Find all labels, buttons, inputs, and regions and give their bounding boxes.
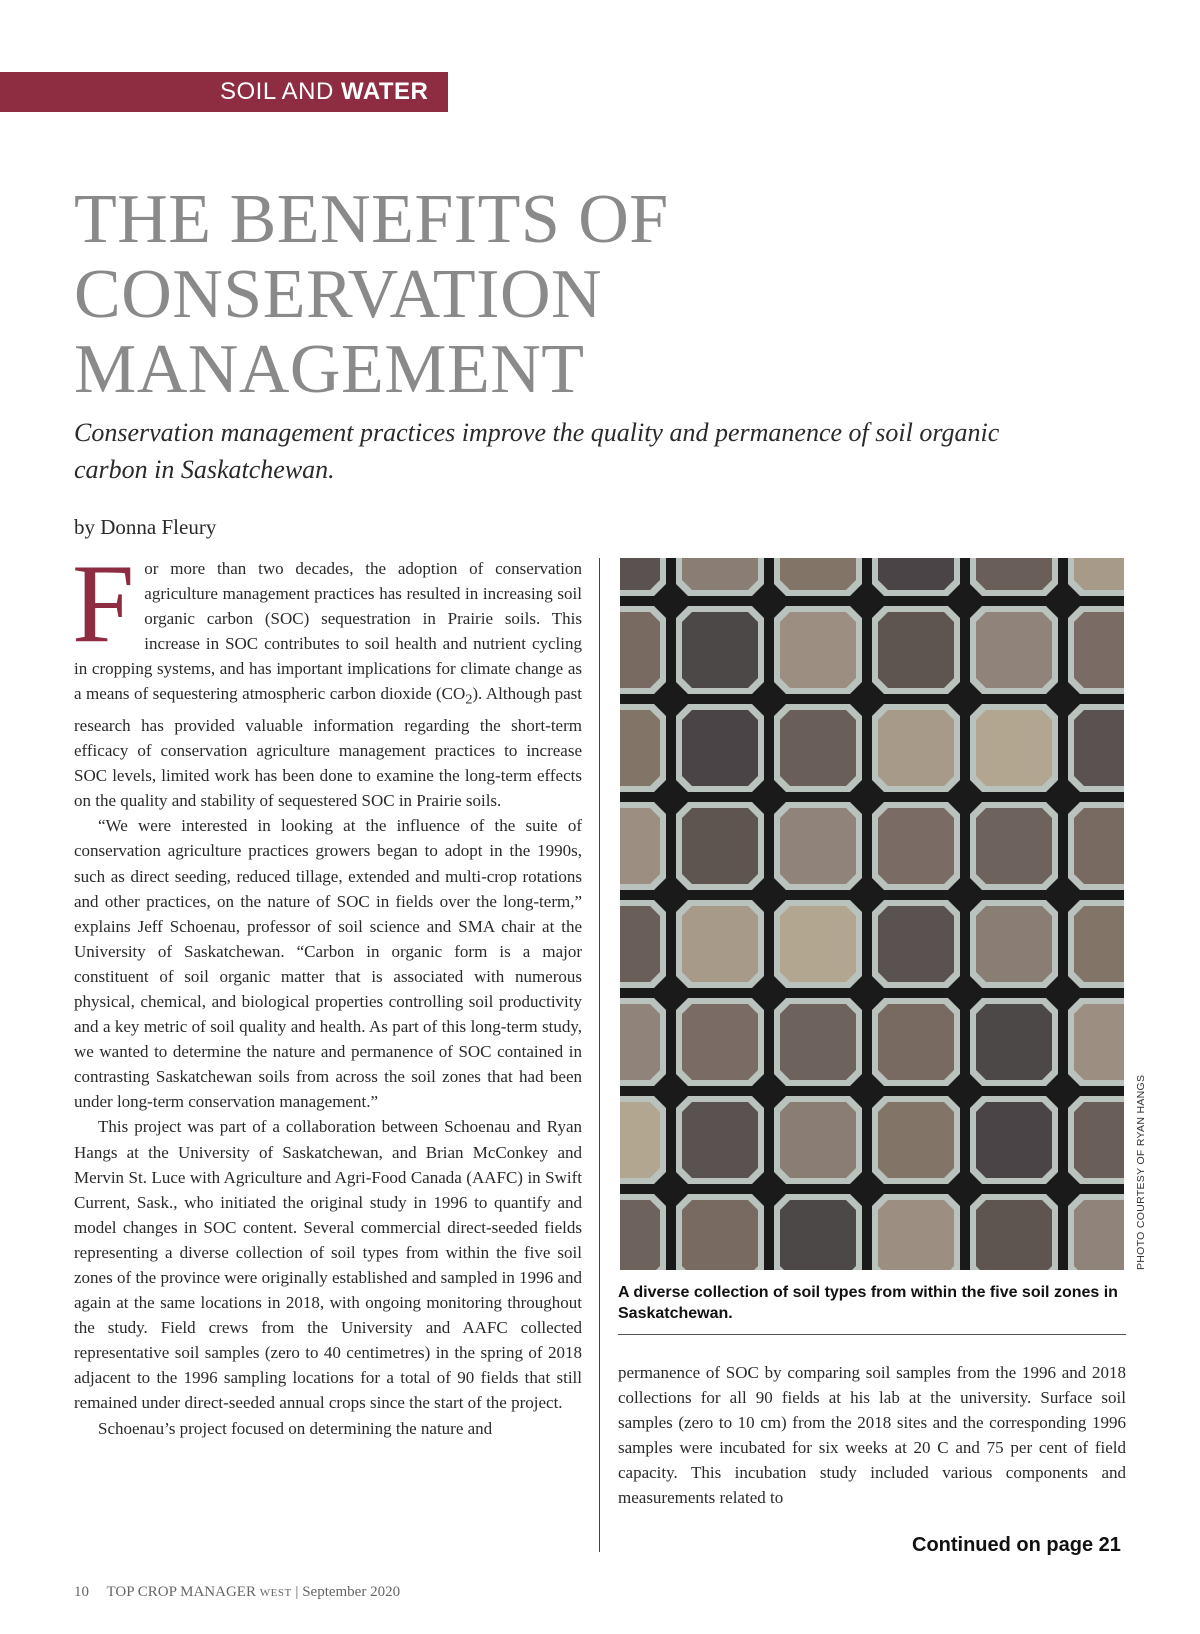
section-tag-light: SOIL AND [220, 78, 334, 105]
soil-sample [780, 906, 856, 982]
soil-sample [1074, 1200, 1124, 1270]
soil-sample [1074, 612, 1124, 688]
photo-credit-text: PHOTO COURTESY OF RYAN HANGS [1135, 1074, 1147, 1270]
soil-sample [878, 808, 954, 884]
soil-sample [780, 1200, 856, 1270]
paragraph-1 [72, 542, 582, 813]
soil-sample [976, 906, 1052, 982]
soil-sample [780, 710, 856, 786]
co2-subscript: 2 [465, 691, 473, 708]
soil-sample [620, 710, 660, 786]
column-divider [599, 558, 600, 1552]
caption-rule [618, 1334, 1126, 1335]
soil-sample [780, 808, 856, 884]
soil-sample [682, 612, 758, 688]
soil-sample [682, 1102, 758, 1178]
byline: by Donna Fleury [74, 515, 217, 539]
soil-sample [682, 558, 758, 590]
soil-sample [620, 1004, 660, 1080]
soil-sample [976, 1102, 1052, 1178]
magazine-name: TOP CROP MANAGER [106, 1584, 256, 1600]
paragraph-2: “We were interested in looking at the influence of the suite of conservation agriculture practices growers began to adopt in the 1990s, such as direct seeding, reduced tillage, extended and multi-crop rotations and other practices, on the nature of SOC in fields over the long-term,” explains Jeff Schoenau, professor of soil science and SMA chair at the University of Saskatchewan. “Carbon in organic form is a major constituent of soil organic matter that is associated with numerous physical, chemical, and biological properties controlling soil productivity and a key metric of soil quality and health. As part of this long-term study, we wanted to determine the nature and permanence of SOC contained in contrasting Saskatchewan soils from across the soil zones that had been under long-term conservation management.” [74, 816, 582, 1112]
paragraph-1-text-a: or more than two decades, the adoption of conservation agriculture management practices has resulted in increasing soil organic carbon (SOC) sequestration in Prairie soils. This increase in SOC contributes to soil health and nutrient cycling in cropping systems, and has important implications for climate change as a means of sequestering atmospheric carbon dioxide (CO [74, 559, 582, 704]
photo-caption: A diverse collection of soil types from within the five soil zones in Saskatchewan. [618, 1284, 1118, 1322]
soil-sample [976, 612, 1052, 688]
section-tag [0, 72, 448, 112]
soil-sample [878, 1200, 954, 1270]
soil-sample [682, 808, 758, 884]
soil-sample [976, 1200, 1052, 1270]
soil-sample [620, 558, 660, 590]
soil-sample [780, 1102, 856, 1178]
soil-sample [976, 558, 1052, 590]
soil-sample [620, 612, 660, 688]
soil-sample [878, 710, 954, 786]
soil-sample [976, 808, 1052, 884]
soil-sample [1074, 1102, 1124, 1178]
soil-sample [620, 1102, 660, 1178]
magazine-edition: WEST [259, 1587, 292, 1599]
soil-sample [620, 906, 660, 982]
drop-cap: F [72, 542, 135, 666]
soil-sample [682, 906, 758, 982]
soil-sample [682, 710, 758, 786]
soil-sample [780, 612, 856, 688]
page-number: 10 [74, 1584, 89, 1600]
deck: Conservation management practices improve the quality and permanence of soil organic carbon in Saskatchewan. [74, 418, 1000, 484]
continued-note: Continued on page 21 [912, 1534, 1121, 1556]
soil-sample [1074, 1004, 1124, 1080]
soil-sample [878, 612, 954, 688]
soil-sample [780, 1004, 856, 1080]
article-left-column [72, 542, 582, 1441]
article-right-column [618, 1360, 1126, 1511]
page-footer [74, 1584, 400, 1601]
soil-sample [620, 1200, 660, 1270]
headline: THE BENEFITS OF CONSERVATION MANAGEMENT [74, 181, 669, 408]
footer-separator: | [295, 1584, 299, 1600]
soil-sample [1074, 558, 1124, 590]
section-tag-bold: WATER [341, 78, 429, 105]
soil-sample [682, 1200, 758, 1270]
soil-sample [878, 558, 954, 590]
soil-sample [976, 1004, 1052, 1080]
soil-sample [620, 808, 660, 884]
soil-grid-illustration [620, 558, 1124, 1270]
soil-sample [1074, 808, 1124, 884]
soil-sample [878, 906, 954, 982]
issue-date: September 2020 [302, 1584, 401, 1600]
paragraph-4: Schoenau’s project focused on determining the nature and [98, 1418, 493, 1438]
soil-sample [878, 1102, 954, 1178]
soil-sample [1074, 906, 1124, 982]
soil-sample [976, 710, 1052, 786]
paragraph-3: This project was part of a collaboration between Schoenau and Ryan Hangs at the University of Saskatchewan, and Brian McConkey and Mervin St. Luce with Agriculture and Agri-Food Canada (AAFC) in Swift Current, Sask., who initiated the original study in 1996 to quantify and model changes in SOC content. Several commercial direct-seeded fields representing a diverse collection of soil types from within the five soil zones of the province were originally established and sampled in 1996 and again at the same locations in 2018, with ongoing monitoring throughout the study. Field crews from the University and AAFC collected representative soil samples (zero to 40 centimetres) in the spring of 2018 adjacent to the 1996 sampling locations for a total of 90 fields that still remained under direct-seeded annual crops since the start of the project. [74, 1117, 582, 1413]
soil-samples-photo [620, 558, 1124, 1270]
soil-sample [780, 558, 856, 590]
soil-sample [1074, 710, 1124, 786]
paragraph-1-text-b: ). Although past research has provided valuable information regarding the short-term efficacy of conservation agriculture management practices to increase SOC levels, limited work has been done to examine the long-term effects on the quality and stability of sequestered SOC in Prairie soils. [74, 684, 582, 811]
right-column-text: permanence of SOC by comparing soil samples from the 1996 and 2018 collections for all 90 fields at his lab at the university. Surface soil samples (zero to 10 cm) from the 2018 sites and the corresponding 1996 samples were incubated for six weeks at 20 C and 75 per cent of field capacity. This incubation study included various components and measurements related to [618, 1363, 1126, 1508]
soil-sample [682, 1004, 758, 1080]
soil-sample [878, 1004, 954, 1080]
